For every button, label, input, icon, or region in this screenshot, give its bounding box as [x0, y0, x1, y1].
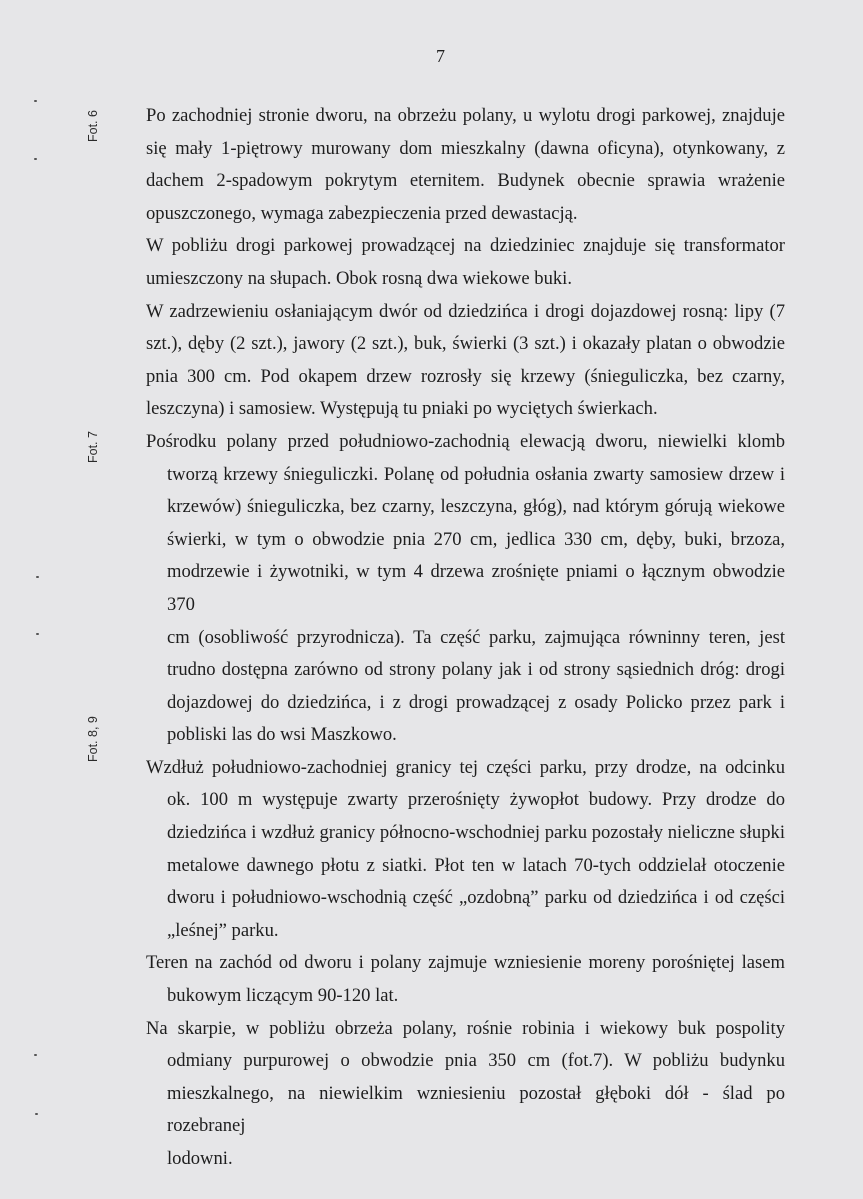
margin-note-fot-6: Fot. 6 — [86, 110, 100, 142]
text-line: mieszkalnego, na niewielkim wzniesieniu pozostał głęboki dół - ślad po rozebranej — [167, 1082, 785, 1137]
text-line: bukowym liczącym 90-120 lat. — [167, 985, 399, 1007]
scan-speck — [36, 633, 39, 635]
text-line: ok. 100 m występuje zwarty przerośnięty żywopłot budowy. Przy drodze do — [167, 789, 785, 811]
paragraph — [146, 230, 785, 295]
text-line: lodowni. — [167, 1148, 233, 1169]
text-line: pobliski las do wsi Maszkowo. — [167, 724, 397, 746]
scan-speck — [34, 158, 37, 160]
paragraph — [146, 100, 785, 230]
text-line: modrzewie i żywotniki, w tym 4 drzewa zrośnięte pniami o łącznym obwodzie 370 — [167, 561, 785, 615]
text-line: szt.), dęby (2 szt.), jawory (2 szt.), buk, świerki (3 szt.) i okazały platan o obwodzie — [146, 333, 785, 355]
text-line: umieszczony na słupach. Obok rosną dwa wiekowe buki. — [146, 267, 572, 289]
paragraph — [146, 426, 785, 752]
margin-note-fot-8-9: Fot. 8, 9 — [86, 716, 100, 762]
margin-note-fot-7: Fot. 7 — [86, 431, 100, 463]
text-line: dziedzińca i wzdłuż granicy północno-wschodniej parku pozostały nieliczne słupki — [167, 822, 785, 844]
text-line: się mały 1-piętrowy murowany dom mieszkalny (dawna oficyna), otynkowany, z — [146, 137, 785, 159]
paragraph — [146, 752, 785, 948]
paragraph — [146, 947, 785, 1012]
scan-speck — [34, 1054, 37, 1056]
text-line: opuszczonego, wymaga zabezpieczenia przed dewastacją. — [146, 202, 578, 224]
scan-speck — [35, 1113, 38, 1115]
paragraph — [146, 296, 785, 426]
text-line: „leśnej” parku. — [167, 919, 279, 941]
text-line: świerki, w tym o obwodzie pnia 270 cm, jedlica 330 cm, dęby, buki, brzoza, — [167, 528, 785, 550]
text-line: krzewów) śnieguliczka, bez czarny, leszczyna, głóg), nad którym górują wiekowe — [167, 496, 785, 518]
text-line: metalowe dawnego płotu z siatki. Płot ten w latach 70-tych oddzielał otoczenie — [167, 854, 785, 876]
text-line: dachem 2-spadowym pokrytym eternitem. Budynek obecnie sprawia wrażenie — [146, 170, 785, 192]
text-line: Na skarpie, w pobliżu obrzeża polany, rośnie robinia i wiekowy buk pospolity — [146, 1017, 785, 1039]
body-text — [146, 100, 785, 1176]
text-line: W pobliżu drogi parkowej prowadzącej na dziedziniec znajduje się transformator — [146, 235, 785, 257]
text-line: Po zachodniej stronie dworu, na obrzeżu polany, u wylotu drogi parkowej, znajduje — [146, 105, 785, 126]
text-line: Teren na zachód od dworu i polany zajmuje wzniesienie moreny porośniętej lasem — [146, 952, 785, 974]
text-line: pnia 300 cm. Pod okapem drzew rozrosły się krzewy (śnieguliczka, bez czarny, — [146, 365, 785, 387]
page-number: 7 — [436, 46, 445, 66]
scan-speck — [36, 576, 39, 578]
text-line: W zadrzewieniu osłaniającym dwór od dziedzińca i drogi dojazdowej rosną: lipy (7 — [146, 300, 785, 322]
text-line: odmiany purpurowej o obwodzie pnia 350 cm (fot.7). W pobliżu budynku — [167, 1050, 785, 1072]
text-line: dworu i południowo-wschodnią część „ozdobną” parku od dziedzińca i od części — [167, 887, 785, 909]
text-line: leszczyna) i samosiew. Występują tu pniaki po wyciętych świerkach. — [146, 398, 658, 420]
paragraph — [146, 1013, 785, 1176]
text-line: Pośrodku polany przed południowo-zachodnią elewacją dworu, niewielki klomb — [146, 430, 785, 452]
text-line: Wzdłuż południowo-zachodniej granicy tej części parku, przy drodze, na odcinku — [146, 756, 785, 778]
text-line: tworzą krzewy śnieguliczki. Polanę od południa osłania zwarty samosiew drzew i — [167, 463, 785, 485]
text-line: trudno dostępna zarówno od strony polany jak i od strony sąsiednich dróg: drogi — [167, 659, 785, 681]
text-line: dojazdowej do dziedzińca, i z drogi prowadzącej z osady Policko przez park i — [167, 691, 785, 713]
text-line: cm (osobliwość przyrodnicza). Ta część parku, zajmująca równinny teren, jest — [167, 626, 785, 648]
scan-speck — [34, 100, 37, 102]
